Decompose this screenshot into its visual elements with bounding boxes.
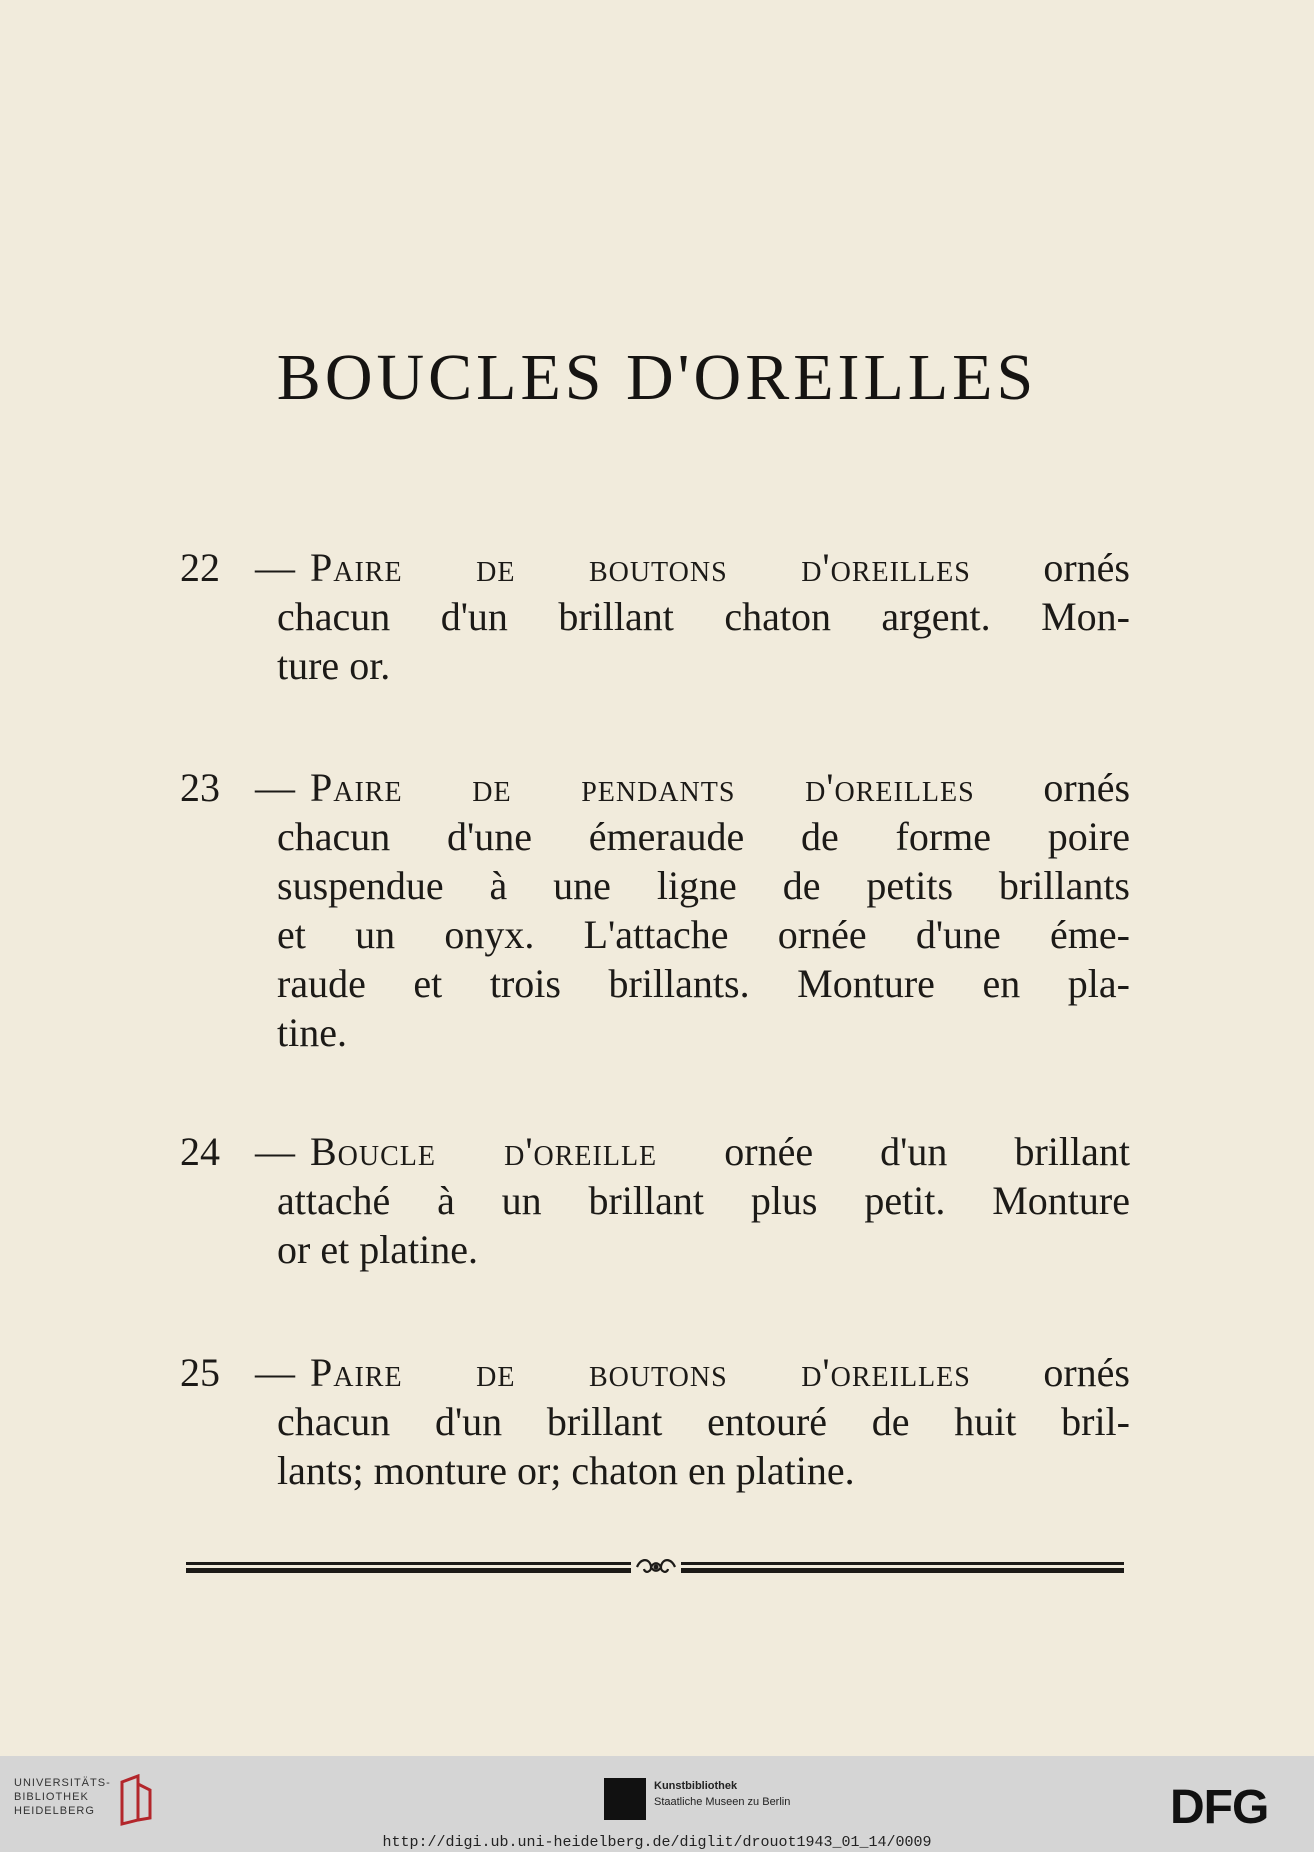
lot-line: lants; monture or; chaton en platine. [277,1448,855,1493]
lot-description [277,812,1130,1057]
lot-entry [180,1348,1130,1495]
uni-logo-line: HEIDELBERG [14,1805,95,1817]
lot-description [277,592,1130,690]
lot-number: 23 [180,765,220,810]
lot-heading-rest: ornés [1043,765,1131,810]
lot-heading: Paire de boutons d'oreilles [310,1350,971,1395]
lot-line: chacun d'un brillant entouré de huit bril- [277,1399,1130,1444]
lot-first-line [180,1348,1130,1397]
uni-logo-line: BIBLIOTHEK [14,1791,89,1803]
lot-number: 25 [180,1350,220,1395]
lot-heading: Boucle d'oreille [310,1129,658,1174]
source-url[interactable]: http://digi.ub.uni-heidelberg.de/diglit/drouot1943_01_14/0009 [382,1834,932,1851]
lot-dash: — [255,1350,295,1395]
kb-subtitle: Staatliche Museen zu Berlin [654,1796,791,1808]
ornament-icon [631,1552,681,1582]
uni-logo-line: UNIVERSITÄTS- [14,1777,111,1789]
lot-line: chacun d'une émeraude de forme poire [277,814,1130,859]
lot-line: attaché à un brillant plus petit. Monture [277,1178,1130,1223]
lot-description [277,1397,1130,1495]
university-library-logo [14,1776,111,1818]
lot-entry [180,763,1130,1057]
lot-first-line [180,543,1130,592]
university-emblem-icon [116,1774,156,1826]
lot-first-line [180,763,1130,812]
lot-first-line [180,1127,1130,1176]
lot-line: ture or. [277,643,391,688]
lot-line: raude et trois brillants. Monture en pla- [277,961,1130,1006]
lot-heading: Paire de boutons d'oreilles [310,545,971,590]
lot-description [277,1176,1130,1274]
lot-dash: — [255,545,295,590]
lot-entry [180,1127,1130,1274]
lot-number: 24 [180,1129,220,1174]
lot-first-text [310,763,1130,812]
lot-heading-rest: ornés [1043,545,1130,590]
page-title: BOUCLES D'OREILLES [276,341,1038,414]
kunstbibliothek-label [654,1778,790,1810]
digitization-footer [0,1756,1314,1852]
lot-line: suspendue à une ligne de petits brillants [277,863,1130,908]
lot-first-text [310,1348,1130,1397]
lot-line: chacun d'un brillant chaton argent. Mon- [277,594,1130,639]
lot-first-text [310,543,1130,592]
lot-dash: — [255,1129,295,1174]
ornamental-divider [186,1556,1124,1578]
lot-line: or et platine. [277,1227,479,1272]
lot-entry [180,543,1130,690]
dfg-logo: DFG [1170,1781,1269,1834]
lot-heading-rest: ornés [1043,1350,1130,1395]
lot-line: tine. [277,1010,347,1055]
lot-number: 22 [180,545,220,590]
lot-heading-rest: ornée d'un brillant [724,1129,1130,1174]
kunstbibliothek-logo-icon [604,1778,646,1820]
kb-title: Kunstbibliothek [654,1780,738,1792]
lot-line: et un onyx. L'attache ornée d'une éme- [277,912,1130,957]
lot-first-text [310,1127,1130,1176]
lot-dash: — [255,765,295,810]
lot-heading: Paire de pendants d'oreilles [310,765,975,810]
